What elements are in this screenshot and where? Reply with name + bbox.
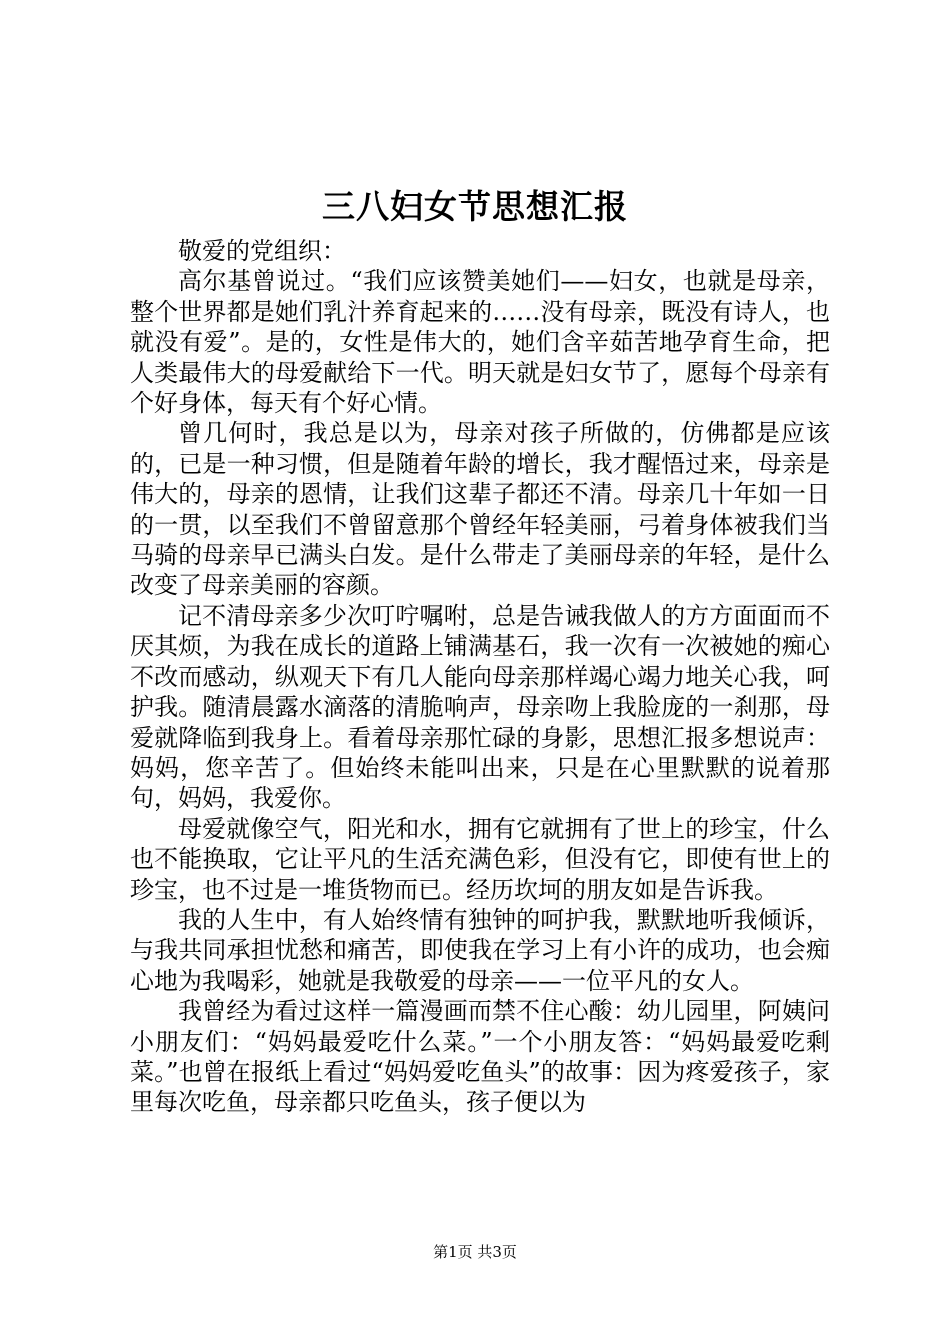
paragraph: 我曾经为看过这样一篇漫画而禁不住心酸：幼儿园里，阿姨问小朋友们：“妈妈最爱吃什么菜。”一个小朋友答：“妈妈最爱吃剩菜。”也曾在报纸上看过“妈妈爱吃鱼头”的故事：因为疼爱孩子，家里每次吃鱼，母亲都只吃鱼头，孩子便以为 [130,997,830,1117]
document-title: 三八妇女节思想汇报 [322,187,628,226]
page-footer: 第1页 共3页 [433,1243,517,1261]
paragraph: 母爱就像空气，阳光和水，拥有它就拥有了世上的珍宝，什么也不能换取，它让平凡的生活充满色彩，但没有它，即使有世上的珍宝，也不过是一堆货物而已。经历坎坷的朋友如是告诉我。 [130,814,830,904]
paragraph: 曾几何时，我总是以为，母亲对孩子所做的，仿佛都是应该的，已是一种习惯，但是随着年龄的增长，我才醒悟过来，母亲是伟大的，母亲的恩情，让我们这辈子都还不清。母亲几十年如一日的一贯，以至我们不曾留意那个曾经年轻美丽，弓着身体被我们当马骑的母亲早已满头白发。是什么带走了美丽母亲的年轻，是什么改变了母亲美丽的容颜。 [130,419,830,600]
salutation: 敬爱的党组织： [178,237,346,265]
paragraph: 高尔基曾说过。“我们应该赞美她们——妇女，也就是母亲，整个世界都是她们乳汁养育起来的……没有母亲，既没有诗人，也就没有爱”。是的，女性是伟大的，她们含辛茹苦地孕育生命，把人类最伟大的母爱献给下一代。明天就是妇女节了，愿每个母亲有个好身体，每天有个好心情。 [130,267,830,418]
paragraph: 我的人生中，有人始终情有独钟的呵护我，默默地听我倾诉，与我共同承担忧愁和痛苦，即使我在学习上有小许的成功，也会痴心地为我喝彩，她就是我敬爱的母亲——一位平凡的女人。 [130,905,830,995]
document-body [130,236,830,1118]
paragraph: 记不清母亲多少次叮咛嘱咐，总是告诫我做人的方方面面而不厌其烦，为我在成长的道路上铺满基石，我一次有一次被她的痴心不改而感动，纵观天下有几人能向母亲那样竭心竭力地关心我，呵护我。随清晨露水滴落的清脆响声，母亲吻上我脸庞的一刹那，母爱就降临到我身上。看着母亲那忙碌的身影，思想汇报多想说声：妈妈，您辛苦了。但始终未能叫出来，只是在心里默默的说着那句，妈妈，我爱你。 [130,601,830,813]
